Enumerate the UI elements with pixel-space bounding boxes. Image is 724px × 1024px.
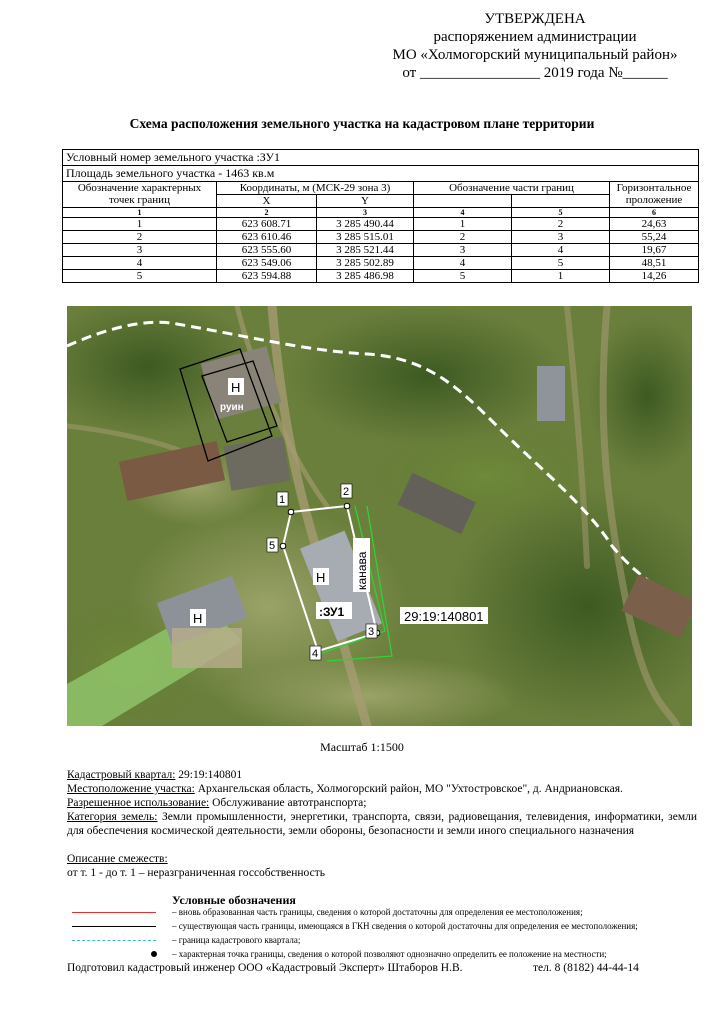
- location-info: [67, 782, 697, 796]
- header-y: Y: [317, 195, 414, 208]
- column-index: 1: [63, 208, 217, 218]
- to-cell: 3: [512, 231, 610, 244]
- legend-text: – граница кадастрового квартала;: [172, 935, 301, 945]
- point-cell: 4: [63, 257, 217, 270]
- red-line-icon: [72, 912, 156, 913]
- y-cell: 3 285 515.01: [317, 231, 414, 244]
- quarter-label: 29:19:140801: [404, 609, 484, 624]
- column-index: 2: [217, 208, 317, 218]
- building-label-bottom: Н: [193, 611, 203, 626]
- footer: [67, 962, 707, 974]
- approval-block: [370, 10, 700, 82]
- quarter-info-label: Кадастровый квартал:: [67, 769, 176, 781]
- ditch-label: канава: [355, 551, 369, 590]
- adjacency-info-label: Описание смежеств:: [67, 853, 168, 865]
- use-info-value: Обслуживание автотранспорта;: [209, 797, 367, 809]
- from-cell: 2: [414, 231, 512, 244]
- map-canvas: [67, 306, 692, 726]
- table-row: [63, 218, 699, 231]
- boundary-point: [288, 509, 294, 515]
- building-right: [537, 366, 565, 421]
- length-cell: 55,24: [610, 231, 699, 244]
- approval-municipality: МО «Холмогорский муниципальный район»: [392, 47, 678, 63]
- coordinates-table: [62, 149, 699, 283]
- adjacency-info: [67, 852, 697, 866]
- column-index: 4: [414, 208, 512, 218]
- point-cell: 2: [63, 231, 217, 244]
- location-info-value: Архангельская область, Холмогорский район, МО "Ухтостровское", д. Андриановская.: [194, 783, 623, 795]
- to-cell: 4: [512, 244, 610, 257]
- category-info-label: Категория земель:: [67, 811, 158, 823]
- document-title: Схема расположения земельного участка на кадастровом плане территории: [129, 116, 595, 131]
- header-parts-from: [414, 195, 512, 208]
- length-cell: 24,63: [610, 218, 699, 231]
- header-x: X: [217, 195, 317, 208]
- table-row: [63, 244, 699, 257]
- to-cell: 5: [512, 257, 610, 270]
- approval-authority: распоряжением администрации: [433, 29, 637, 45]
- phone-number: тел. 8 (8182) 44-44-14: [533, 962, 639, 974]
- parcel-area-row: Площадь земельного участка - 1463 кв.м: [63, 166, 699, 182]
- table-row: [63, 270, 699, 283]
- x-cell: 623 549.06: [217, 257, 317, 270]
- length-cell: 19,67: [610, 244, 699, 257]
- legend-item-new-boundary: [68, 905, 698, 919]
- header-coordinates: Координаты, м (МСК-29 зона 3): [217, 182, 414, 195]
- column-index: 6: [610, 208, 699, 218]
- y-cell: 3 285 490.44: [317, 218, 414, 231]
- point-cell: 3: [63, 244, 217, 257]
- point-label-3: 3: [368, 626, 375, 638]
- map-scale: Масштаб 1:1500: [320, 740, 404, 754]
- use-info: [67, 796, 697, 810]
- black-dot-icon: [151, 951, 157, 957]
- category-info: [67, 810, 697, 838]
- legend-text: – существующая часть границы, имеющаяся в ГКН сведения о которой достаточны для определения ее местоположения;: [172, 921, 638, 931]
- point-label-2: 2: [343, 486, 350, 498]
- legend-text: – вновь образованная часть границы, сведения о которой достаточны для определения ее местоположения;: [172, 907, 583, 917]
- quarter-info-value: 29:19:140801: [175, 769, 243, 781]
- building-label-top: Н: [231, 380, 241, 395]
- column-index: 3: [317, 208, 414, 218]
- from-cell: 1: [414, 218, 512, 231]
- from-cell: 4: [414, 257, 512, 270]
- yard-bottom-left: [172, 628, 242, 668]
- x-cell: 623 594.88: [217, 270, 317, 283]
- column-index: 5: [512, 208, 610, 218]
- x-cell: 623 608.71: [217, 218, 317, 231]
- table-row: [63, 257, 699, 270]
- parcel-label: :ЗУ1: [319, 605, 345, 619]
- to-cell: 2: [512, 218, 610, 231]
- point-cell: 1: [63, 218, 217, 231]
- table-row: [63, 231, 699, 244]
- black-line-icon: [72, 926, 156, 927]
- header-parts-to: [512, 195, 610, 208]
- legend-title: Условные обозначения: [172, 893, 296, 907]
- y-cell: 3 285 486.98: [317, 270, 414, 283]
- legend-item-existing-boundary: [68, 919, 698, 933]
- legend-item-boundary-point: [68, 947, 698, 961]
- header-horizontal: Горизонтальное проложение: [610, 182, 699, 208]
- header-points: Обозначение характерных точек границ: [63, 182, 217, 208]
- approval-date-number: от ________________ 2019 года №______: [402, 65, 668, 81]
- location-info-label: Местоположение участка:: [67, 783, 195, 795]
- point-label-4: 4: [312, 648, 319, 660]
- point-cell: 5: [63, 270, 217, 283]
- boundary-point: [280, 543, 286, 549]
- y-cell: 3 285 521.44: [317, 244, 414, 257]
- boundary-point: [344, 503, 350, 509]
- x-cell: 623 610.46: [217, 231, 317, 244]
- category-info-value: Земли промышленности, энергетики, транспорта, связи, радиовещания, телевидения, информатики, земли для обеспечения космической деятельности, земли обороны, безопасности и земли иного специального назначения: [67, 811, 697, 837]
- dashed-cyan-line-icon: [72, 940, 156, 941]
- legend-item-quarter-boundary: [68, 933, 698, 947]
- length-cell: 14,26: [610, 270, 699, 283]
- point-label-1: 1: [279, 494, 286, 506]
- use-info-label: Разрешенное использование:: [67, 797, 210, 809]
- parcel-number-row: Условный номер земельного участка :ЗУ1: [63, 150, 699, 166]
- ruin-label: руин: [220, 402, 244, 413]
- approval-title: УТВЕРЖДЕНА: [484, 11, 586, 27]
- y-cell: 3 285 502.89: [317, 257, 414, 270]
- satellite-map: [67, 306, 692, 726]
- from-cell: 3: [414, 244, 512, 257]
- x-cell: 623 555.60: [217, 244, 317, 257]
- quarter-info: [67, 768, 697, 782]
- prepared-by: Подготовил кадастровый инженер ООО «Кадастровый Эксперт» Штаборов Н.В.: [67, 962, 463, 974]
- header-parts: Обозначение части границ: [414, 182, 610, 195]
- adjacency-value: от т. 1 - до т. 1 – неразграниченная госсобственность: [67, 867, 325, 879]
- to-cell: 1: [512, 270, 610, 283]
- point-label-5: 5: [269, 540, 276, 552]
- length-cell: 48,51: [610, 257, 699, 270]
- building-label-parcel: Н: [316, 570, 326, 585]
- from-cell: 5: [414, 270, 512, 283]
- legend-text: – характерная точка границы, сведения о которой позволяют однозначно определить ее положение на местности;: [172, 949, 607, 959]
